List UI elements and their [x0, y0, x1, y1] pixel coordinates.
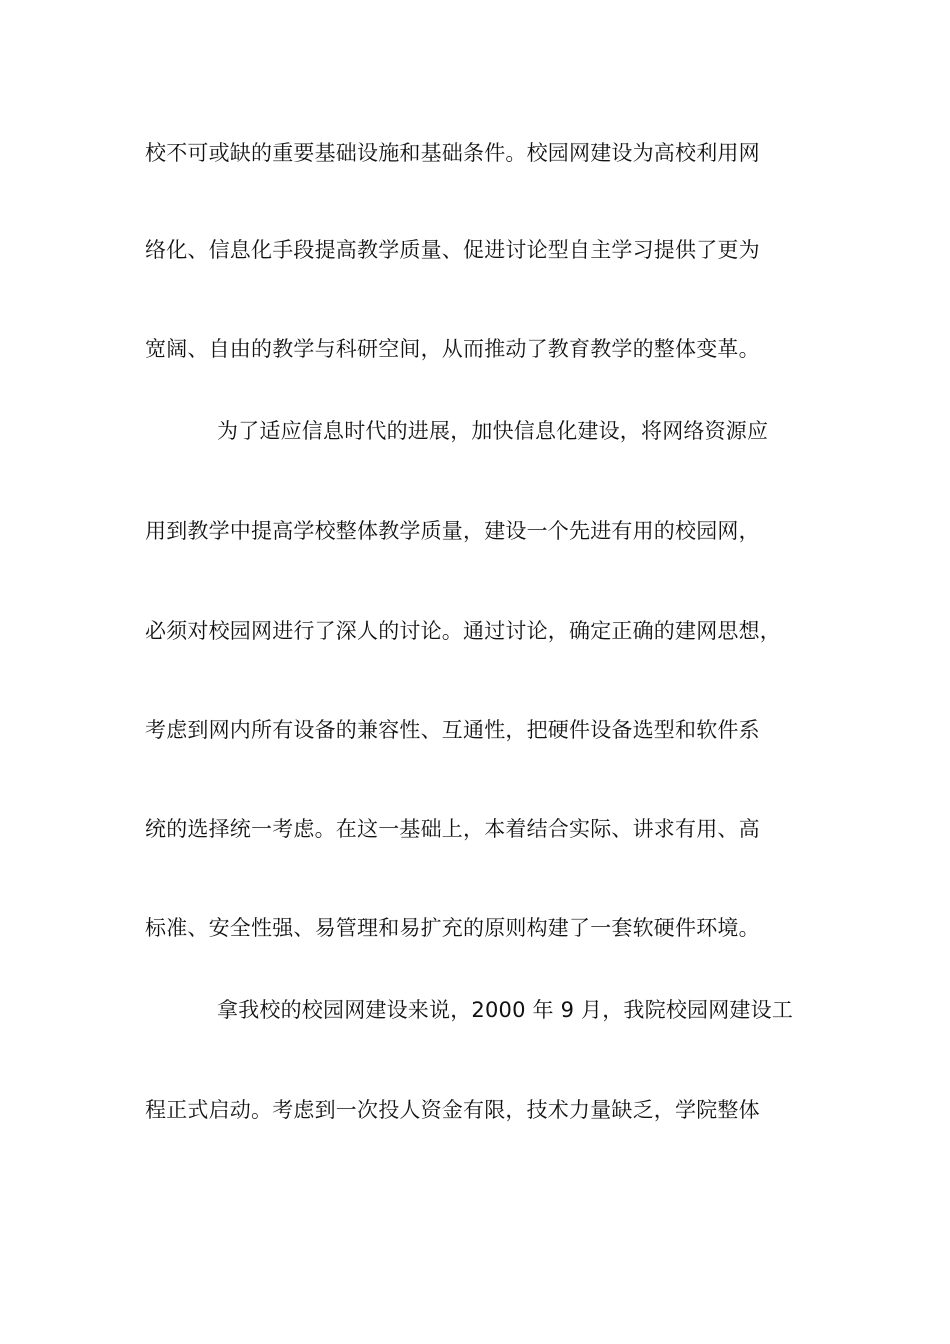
- text-line: 考虑到网内所有设备的兼容性、互通性，把硬件设备选型和软件系: [145, 718, 760, 742]
- paragraph-start-line: 为了适应信息时代的进展，加快信息化建设，将网络资源应: [217, 419, 769, 443]
- text-line: 标准、安全性强、易管理和易扩充的原则构建了一套软硬件环境。: [145, 916, 760, 940]
- text-line: 络化、信息化手段提高教学质量、促进讨论型自主学习提供了更为: [145, 238, 760, 262]
- text-line: 用到教学中提高学校整体教学质量，建设一个先进有用的校园网，: [145, 519, 760, 543]
- text-line: 宽阔、自由的教学与科研空间，从而推动了教育教学的整体变革。: [145, 337, 760, 361]
- paragraph-start-line: 拿我校的校园网建设来说，2000 年 9 月，我院校园网建设工: [217, 998, 794, 1022]
- text-line: 程正式启动。考虑到一次投人资金有限，技术力量缺乏，学院整体: [145, 1098, 760, 1122]
- text-line: 校不可或缺的重要基础设施和基础条件。校园网建设为高校利用网: [145, 141, 760, 165]
- text-line: 必须对校园网进行了深人的讨论。通过讨论，确定正确的建网思想，: [145, 619, 781, 643]
- text-line: 统的选择统一考虑。在这一基础上，本着结合实际、讲求有用、高: [145, 817, 760, 841]
